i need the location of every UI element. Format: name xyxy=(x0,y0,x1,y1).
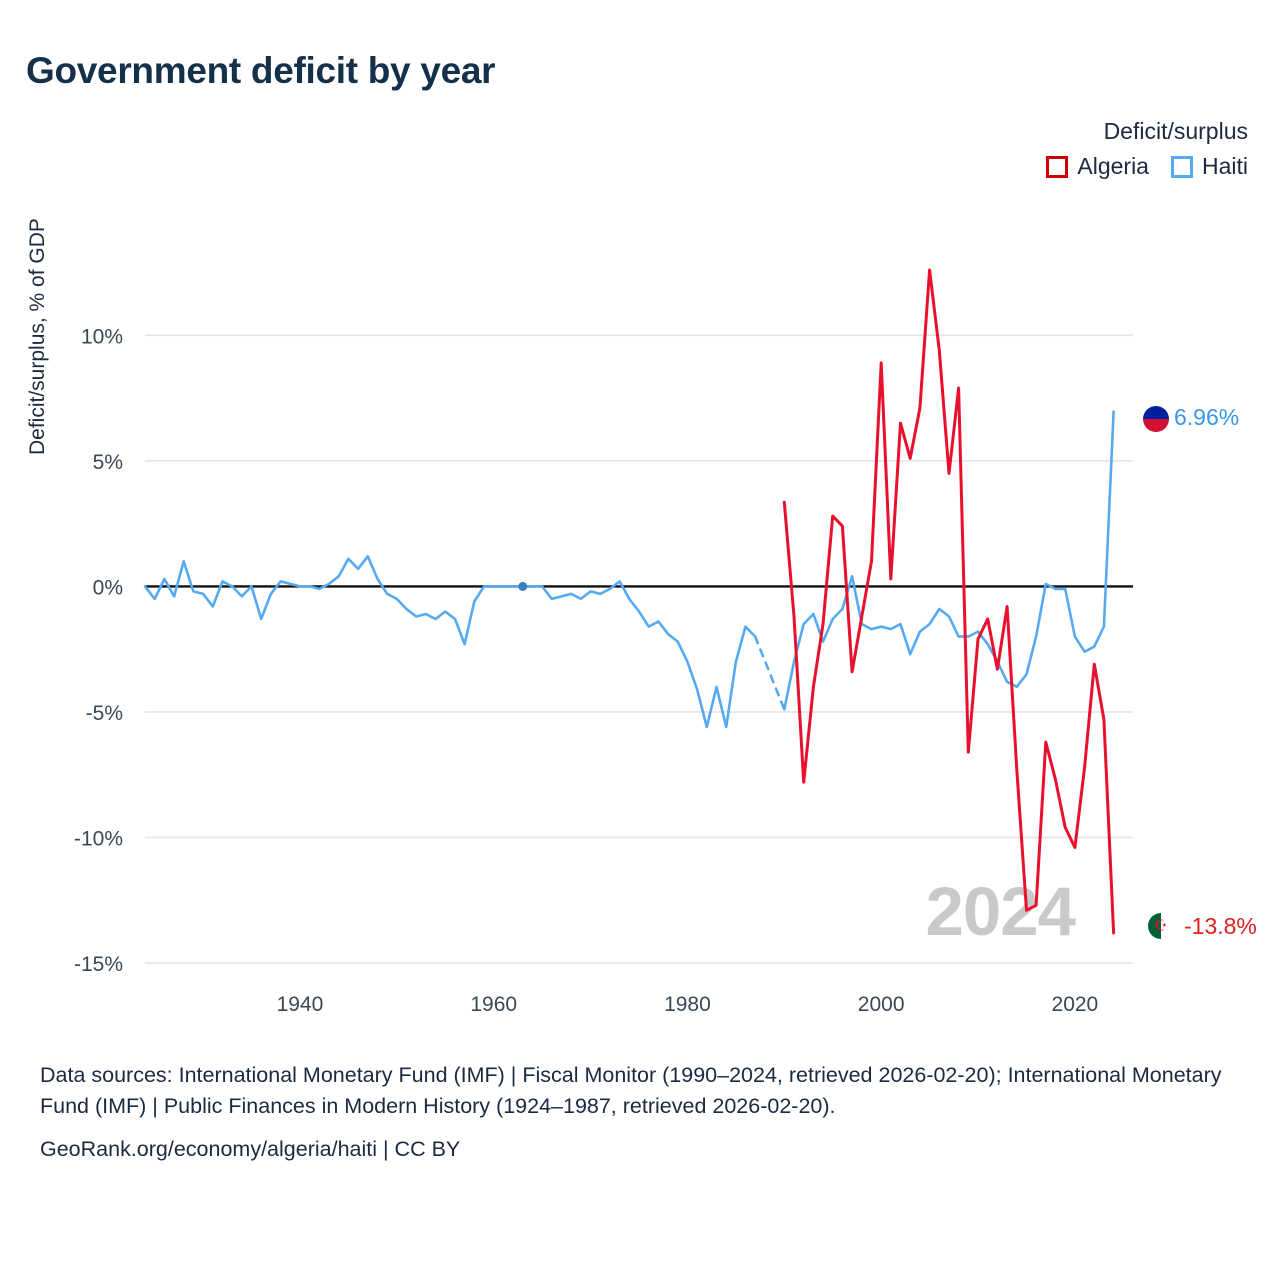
series-line-algeria xyxy=(784,270,1113,933)
footer xyxy=(40,1060,1250,1165)
end-value-algeria: -13.8% xyxy=(1184,913,1257,939)
y-tick-label: -15% xyxy=(73,953,123,976)
y-tick-label: 10% xyxy=(80,325,123,349)
source-link[interactable]: GeoRank.org/economy/algeria/haiti | CC BY xyxy=(40,1137,461,1161)
y-tick-label: 5% xyxy=(92,450,123,474)
x-tick-label: 1980 xyxy=(664,993,711,1016)
series-line-gap-haiti xyxy=(755,637,784,710)
y-tick-label: -5% xyxy=(85,701,123,725)
legend-title: Deficit/surplus xyxy=(1103,118,1248,144)
data-sources-text: Data sources: International Monetary Fund (IMF) | Fiscal Monitor (1990–2024, retrieved 2026-02-20); International Monetary Fund (IMF) | Public Finances in Modern History (1924–1987, retrieved 2026-02-20). xyxy=(40,1063,1222,1118)
x-tick-label: 2020 xyxy=(1051,993,1099,1016)
y-tick-label: -10% xyxy=(73,827,123,851)
end-value-haiti: 6.96% xyxy=(1174,404,1240,430)
legend-label-algeria: Algeria xyxy=(1077,153,1149,179)
x-tick-label: 2000 xyxy=(857,993,905,1016)
flag-icon-algeria: ☪ xyxy=(1148,913,1174,939)
legend-label-haiti: Haiti xyxy=(1201,153,1248,179)
series-line-haiti xyxy=(145,556,755,727)
year-watermark: 2024 xyxy=(925,873,1075,950)
page-title: Government deficit by year xyxy=(26,50,496,91)
x-tick-label: 1960 xyxy=(470,993,518,1016)
x-tick-label: 1940 xyxy=(276,993,324,1016)
flag-icon-haiti xyxy=(1143,406,1169,432)
y-axis-label: Deficit/surplus, % of GDP xyxy=(26,218,49,455)
y-tick-label: 0% xyxy=(92,576,123,600)
data-point-marker xyxy=(518,582,527,591)
